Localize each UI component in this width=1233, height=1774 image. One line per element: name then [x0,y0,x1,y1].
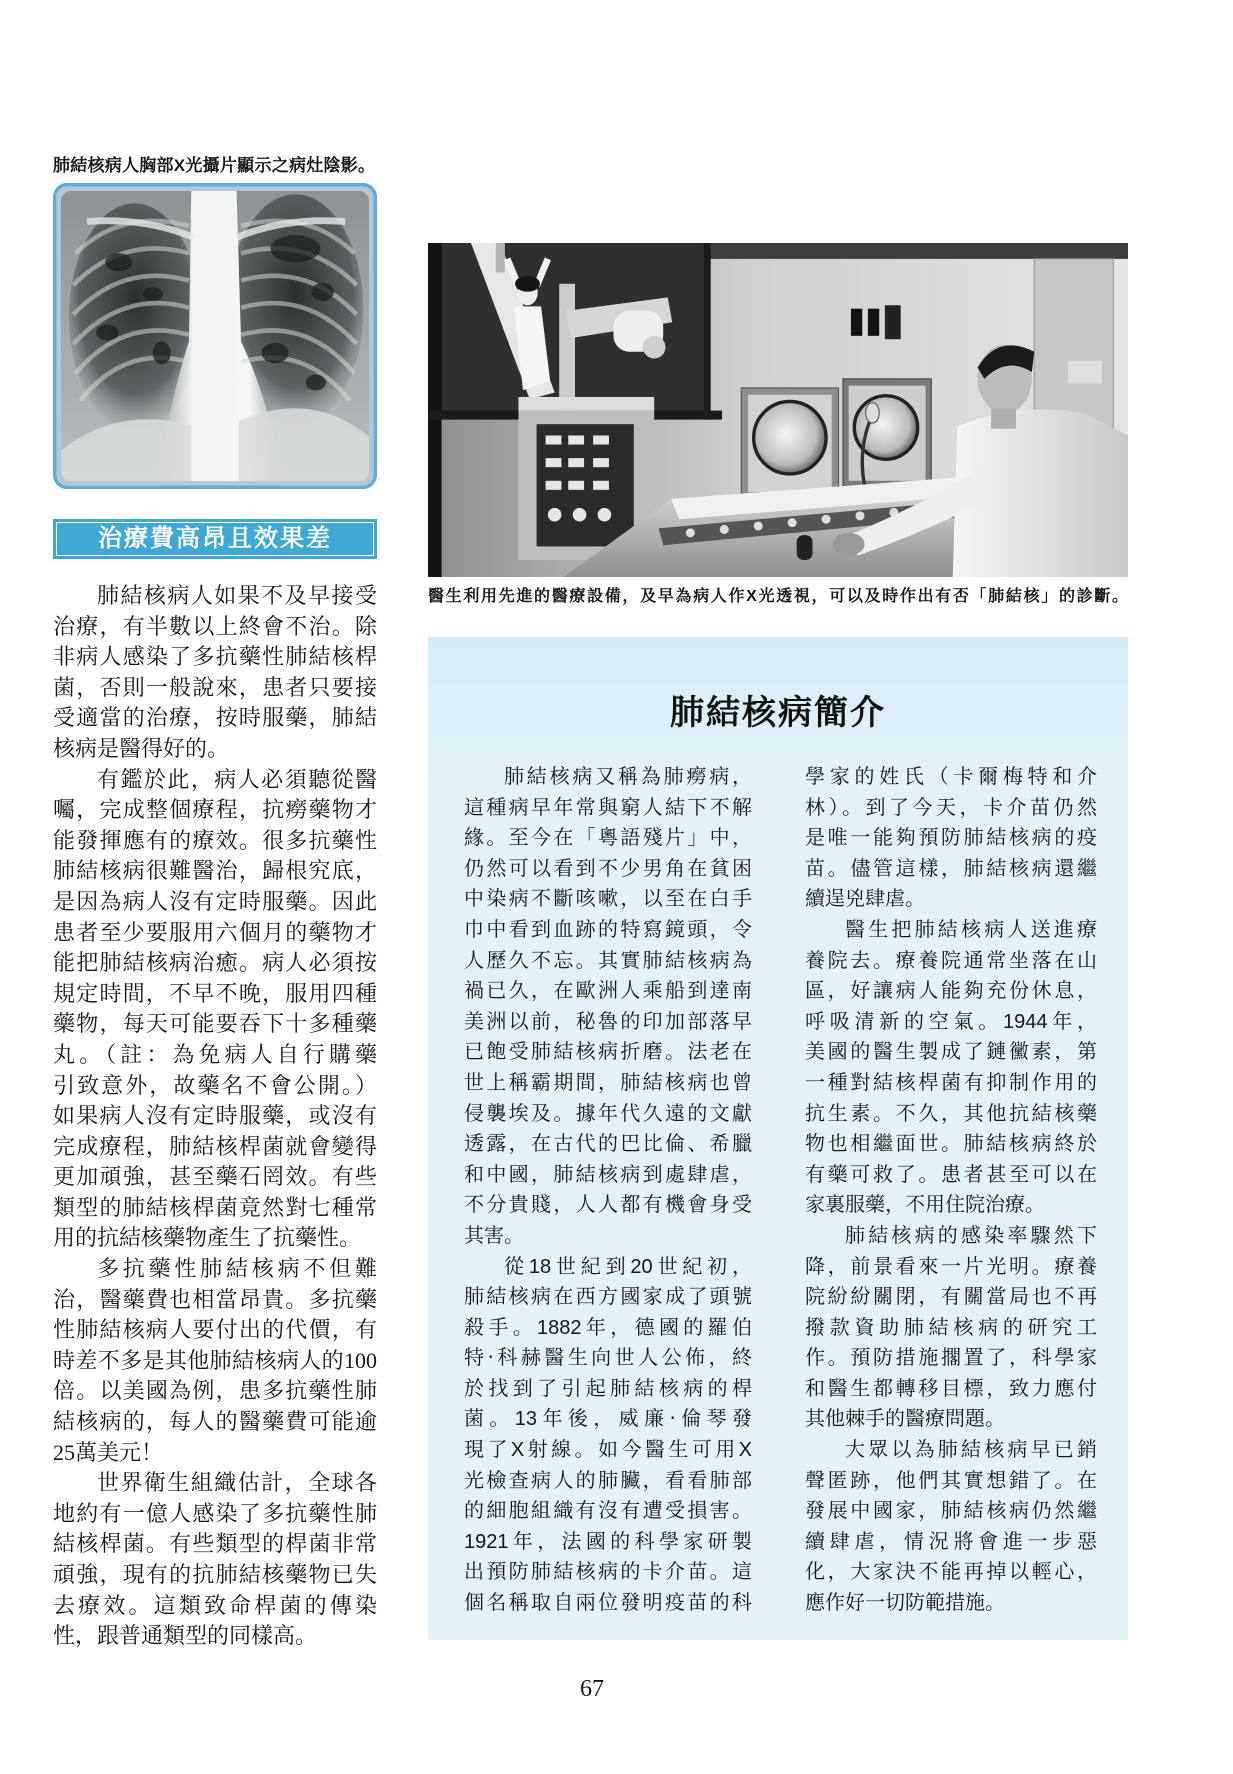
text-line: 世上稱霸期間，肺結核病也曾 [464,1071,752,1094]
section-heading: 治療費高昂且效果差 [53,519,377,559]
text-line: 仍然可以看到不少男角在貧困 [464,857,752,880]
text-line: 肺結核病在西方國家成了頭號 [464,1286,752,1309]
text-line: 禍已久，在歐洲人乘船到達南 [464,980,752,1003]
text-line: 苗。儘管這樣，肺結核病還繼 [805,857,1097,880]
text-line: 地約有一億人感染了多抗藥性肺 [53,1500,377,1526]
text-line: 於找到了引起肺結核病的桿 [464,1377,752,1400]
monitor-left [741,388,838,499]
text-line: 藥物，每天可能要吞下十多種藥 [53,1011,377,1037]
text-line: 撥款資助肺結核病的研究工 [805,1316,1097,1339]
text-line: 性，跟普通類型的同樣高。 [53,1623,318,1649]
text-line: 和中國，肺結核病到處肆虐， [464,1163,752,1186]
text-line: 25萬美元！ [53,1439,164,1465]
xray-room-photo [428,243,1128,577]
text-line: 非病人感染了多抗藥性肺結核桿 [53,644,377,670]
text-line: 應作好一切防範措施。 [805,1592,1005,1615]
text-line: 有藥可救了。患者甚至可以在 [805,1163,1097,1186]
text-line: 抗生素。不久，其他抗結核藥 [805,1102,1097,1125]
text-line: 殺手。1882年，德國的羅伯 [464,1316,752,1339]
monitor-right [843,379,931,487]
text-line: 世界衛生組織估計，全球各 [97,1470,377,1496]
paragraph [805,1221,1097,1435]
chest-xray-image [53,183,377,489]
paragraph [805,762,1097,915]
paragraph [53,765,377,1255]
text-line: 性肺結核病人要付出的代價，有 [53,1317,377,1343]
text-line: 是唯一能夠預防肺結核病的疫 [805,827,1097,850]
text-line: 物也相繼面世。肺結核病終於 [805,1133,1097,1156]
text-line: 其他棘手的醫療問題。 [805,1408,1005,1431]
text-line: 肺結核病的感染率驟然下 [845,1224,1097,1247]
article-title: 肺結核病簡介 [670,694,886,732]
text-line: 家裏服藥，不用住院治療。 [805,1194,1045,1217]
text-line: 不分貴賤，人人都有機會身受 [464,1194,752,1217]
text-line: 核病是醫得好的。 [53,735,230,761]
text-line: 其害。 [464,1224,524,1247]
text-line: 時差不多是其他肺結核病人的100 [53,1347,377,1373]
text-line: 醫生把肺結核病人送進療 [845,918,1097,941]
article-middle-column [464,762,752,1619]
text-line: 治療，有半數以上終會不治。除 [53,613,377,639]
text-line: 化，大家決不能再掉以輕心， [805,1561,1097,1584]
text-line: 透露，在古代的巴比倫、希臘 [464,1133,752,1156]
text-line: 肺結核病又稱為肺癆病， [504,766,752,788]
paragraph [53,581,377,765]
text-line: 頑強，現有的抗肺結核藥物已失 [53,1562,377,1587]
text-line: 菌，否則一般說來，患者只要接 [53,674,377,700]
text-line: 特‧科赫醫生向世人公佈，終 [464,1347,752,1370]
text-line: 更加頑強，甚至藥石罔效。有些 [53,1164,377,1190]
text-line: 去療效。這類致命桿菌的傳染 [53,1592,377,1618]
text-line: 光檢查病人的肺臟，看看肺部 [464,1469,752,1492]
text-line: 美國的醫生製成了鏈黴素，第 [805,1041,1097,1064]
article-right-column [805,762,1097,1619]
text-line: 現了X射線。如今醫生可用X [464,1439,752,1462]
text-line: 降，前景看來一片光明。療養 [805,1255,1097,1278]
text-line: 呼吸清新的空氣。1944年， [805,1010,1097,1033]
text-line: 院紛紛關閉，有關當局也不再 [805,1286,1097,1309]
paragraph [805,1435,1097,1619]
text-line: 續逞兇肆虐。 [805,888,925,911]
text-line: 緣。至今在「粵語殘片」中， [464,827,752,850]
text-line: 和醫生都轉移目標，致力應付 [805,1377,1097,1400]
text-line: 發展中國家，肺結核病仍然繼 [805,1500,1097,1523]
paragraph [464,762,752,1252]
text-line: 如果病人沒有定時服藥，或沒有 [53,1103,377,1129]
text-line: 能發揮應有的療效。很多抗藥性 [53,827,377,853]
text-line: 類型的肺結核桿菌竟然對七種常 [53,1194,377,1220]
text-line: 養院去。療養院通常坐落在山 [805,949,1097,972]
text-line: 是因為病人沒有定時服藥。因此 [53,888,377,914]
paragraph [464,1252,752,1619]
text-line: 囑，完成整個療程，抗癆藥物才 [53,797,377,823]
text-line: 侵襲埃及。據年代久遠的文獻 [464,1102,752,1125]
wall-switches [851,305,901,339]
door [1034,259,1113,429]
text-line: 倍。以美國為例，患多抗藥性肺 [53,1378,377,1404]
text-line: 人歷久不忘。其實肺結核病為 [464,949,752,972]
text-line: 的細胞組織有沒有遭受損害。 [464,1500,752,1523]
text-line: 有鑑於此，病人必須聽從醫 [97,766,377,792]
text-line: 林）。到了今天，卡介苗仍然 [805,796,1097,819]
text-line: 大眾以為肺結核病早已銷 [845,1439,1097,1462]
text-line: 1921年，法國的科學家研製 [464,1530,752,1553]
text-line: 菌。13年後，威廉‧倫琴發 [464,1408,752,1431]
text-line: 肺結核病人如果不及早接受 [97,583,377,608]
text-line: 區，好讓病人能夠充份休息， [805,980,1097,1003]
text-line: 出預防肺結核病的卡介苗。這 [464,1561,752,1584]
text-line: 作。預防措施擱置了，科學家 [805,1347,1097,1370]
paragraph [805,915,1097,1221]
text-line: 引致意外，故藥名不會公開。） [53,1072,377,1098]
text-line: 多抗藥性肺結核病不但難 [97,1256,377,1282]
text-line: 肺結核病很難醫治，歸根究底， [53,858,377,884]
xray-caption: 肺結核病人胸部X光攝片顯示之病灶陰影。 [53,156,375,175]
text-line: 丸。（註：為免病人自行購藥 [53,1041,377,1067]
text-line: 完成療程，肺結核桿菌就會變得 [53,1133,377,1159]
text-line: 巾中看到血跡的特寫鏡頭，令 [464,918,752,941]
paragraph [53,1468,377,1652]
text-line: 規定時間，不早不晚，服用四種 [53,980,377,1006]
text-line: 結核桿菌。有些類型的桿菌非常 [53,1531,377,1557]
text-line: 美洲以前，秘魯的印加部落早 [464,1010,752,1033]
text-line: 續肆虐，情況將會進一步惡 [805,1530,1097,1553]
text-line: 能把肺結核病治癒。病人必須按 [53,950,377,976]
text-line: 從18世紀到20世紀初， [504,1255,752,1278]
text-line: 受適當的治療，按時服藥，肺結 [53,705,377,731]
text-line: 中染病不斷咳嗽，以至在白手 [464,888,752,911]
text-line: 結核病的，每人的醫藥費可能逾 [53,1409,377,1435]
text-line: 治，醫藥費也相當昂貴。多抗藥 [53,1286,377,1312]
text-line: 一種對結核桿菌有抑制作用的 [805,1071,1097,1094]
text-line: 學家的姓氏（卡爾梅特和介 [805,766,1097,788]
text-line: 聲匿跡，他們其實想錯了。在 [805,1469,1097,1492]
text-line: 個名稱取自兩位發明疫苗的科 [464,1592,752,1615]
paragraph [53,1254,377,1468]
page-number: 67 [580,1676,604,1702]
left-text-column [53,581,377,1652]
photo-caption: 醫生利用先進的醫療設備，及早為病人作X光透視，可以及時作出有否「肺結核」的診斷。 [428,588,1128,605]
text-line: 用的抗結核藥物產生了抗藥性。 [53,1225,362,1251]
text-line: 已飽受肺結核病折磨。法老在 [464,1041,752,1064]
text-line: 這種病早年常與窮人結下不解 [464,796,752,819]
text-line: 患者至少要服用六個月的藥物才 [53,919,377,945]
